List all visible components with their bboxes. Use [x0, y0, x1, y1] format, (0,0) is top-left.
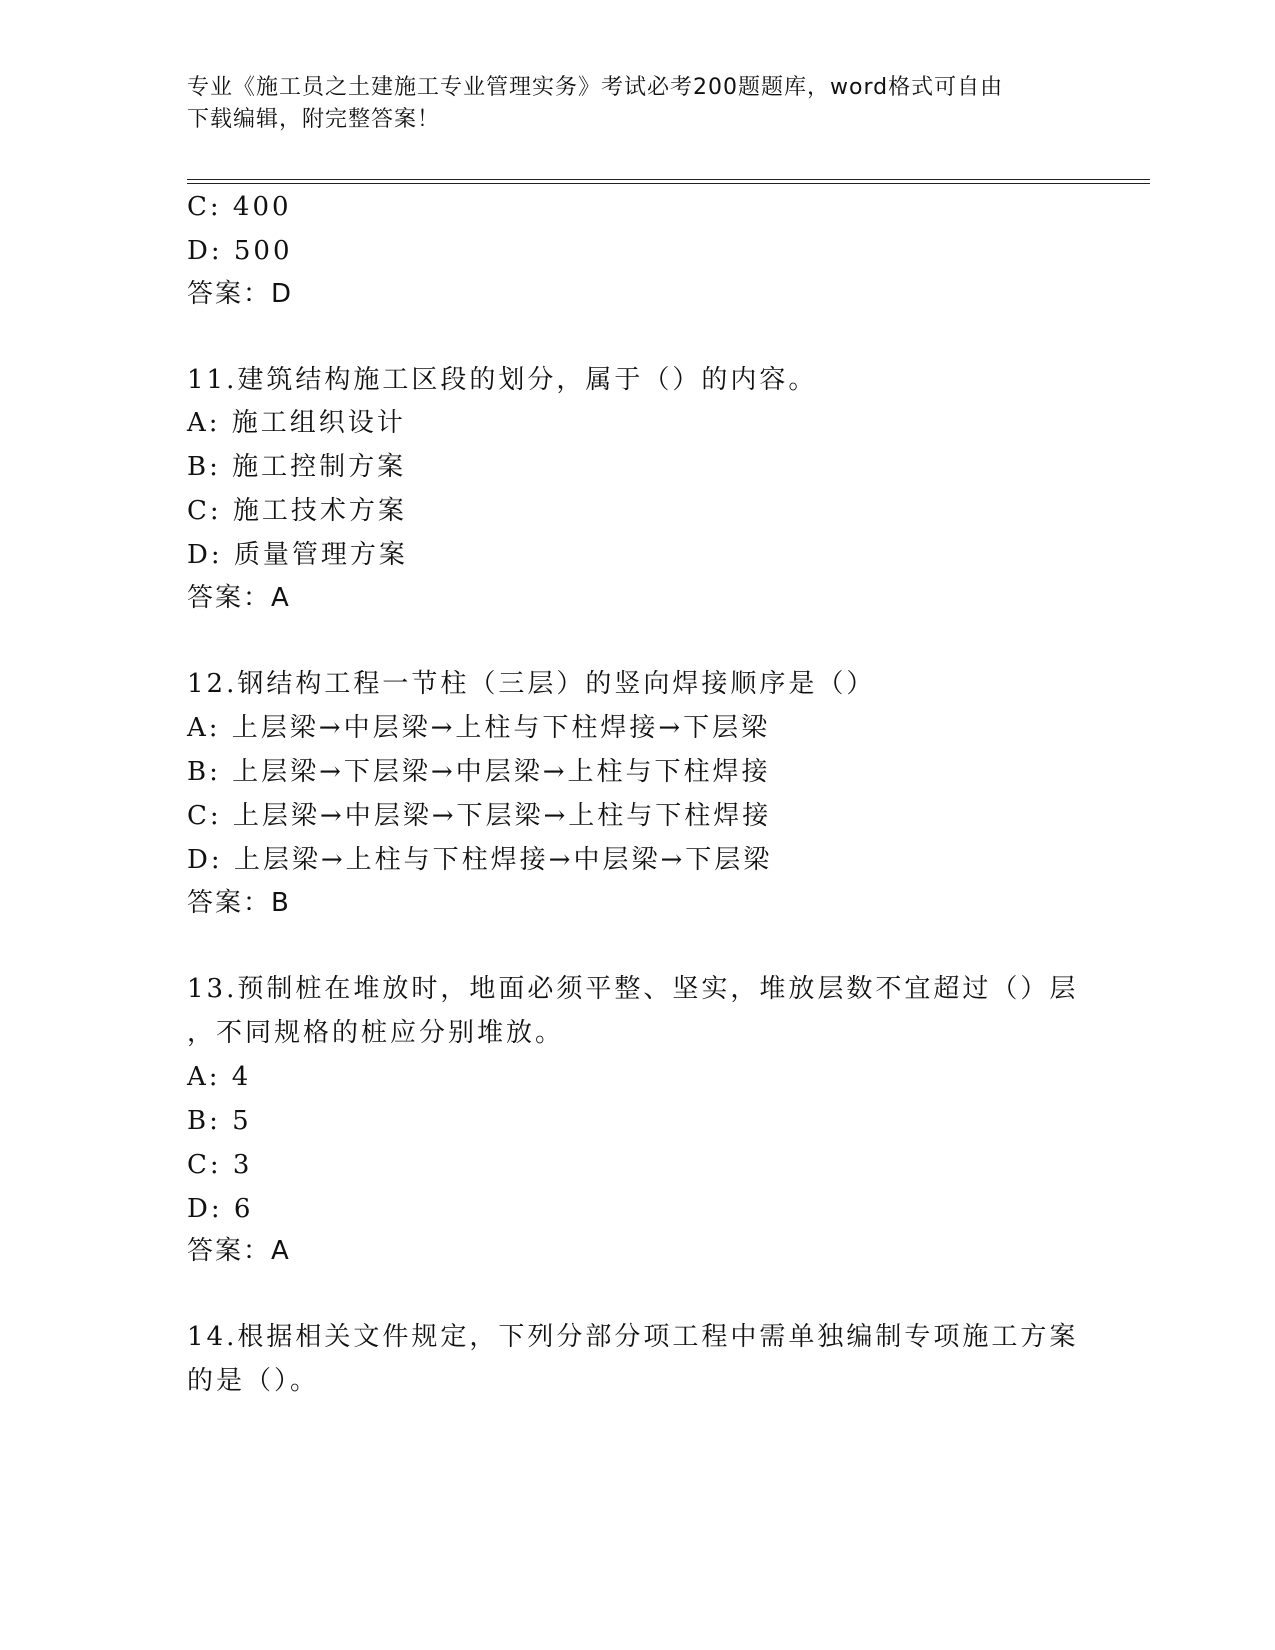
question-13-stem-line-1: 13.预制桩在堆放时，地面必须平整、坚实，堆放层数不宜超过（）层	[187, 974, 1079, 1004]
question-12-answer: 答案：B	[187, 888, 291, 918]
question-12-stem: 12.钢结构工程一节柱（三层）的竖向焊接顺序是（）	[187, 669, 876, 699]
answer-line: 答案：D	[187, 279, 294, 309]
question-13-option-c: C: 3	[187, 1150, 253, 1180]
header-divider-top	[187, 179, 1150, 180]
question-11-option-c: C: 施工技术方案	[187, 496, 407, 526]
document-header	[187, 72, 1087, 136]
question-12-option-a: A: 上层梁→中层梁→上柱与下柱焊接→下层梁	[187, 713, 771, 743]
question-11-option-a: A: 施工组织设计	[187, 408, 406, 438]
option-c: C: 400	[187, 192, 292, 222]
question-13-stem-line-2: ，不同规格的桩应分别堆放。	[187, 1018, 565, 1048]
question-12-option-d: D: 上层梁→上柱与下柱焊接→中层梁→下层梁	[187, 845, 773, 875]
question-11-option-b: B: 施工控制方案	[187, 452, 407, 482]
question-13-option-a: A: 4	[187, 1062, 252, 1092]
header-line-1: 专业《施工员之土建施工专业管理实务》考试必考200题题库，word格式可自由	[187, 75, 1004, 100]
question-13-option-d: D: 6	[187, 1194, 254, 1224]
question-13-answer: 答案：A	[187, 1236, 291, 1266]
question-11-answer: 答案：A	[187, 583, 291, 613]
question-11-option-d: D: 质量管理方案	[187, 540, 408, 570]
question-14-stem-line-1: 14.根据相关文件规定，下列分部分项工程中需单独编制专项施工方案	[187, 1322, 1079, 1352]
option-d: D: 500	[187, 236, 293, 266]
question-14-stem-line-2: 的是（）。	[187, 1366, 320, 1396]
question-13-option-b: B: 5	[187, 1106, 252, 1136]
header-line-2: 下载编辑，附完整答案！	[187, 107, 441, 132]
question-11-stem: 11.建筑结构施工区段的划分，属于（）的内容。	[187, 365, 818, 395]
question-12-option-b: B: 上层梁→下层梁→中层梁→上柱与下柱焊接	[187, 757, 771, 787]
header-divider-bottom	[187, 183, 1150, 184]
question-12-option-c: C: 上层梁→中层梁→下层梁→上柱与下柱焊接	[187, 801, 772, 831]
